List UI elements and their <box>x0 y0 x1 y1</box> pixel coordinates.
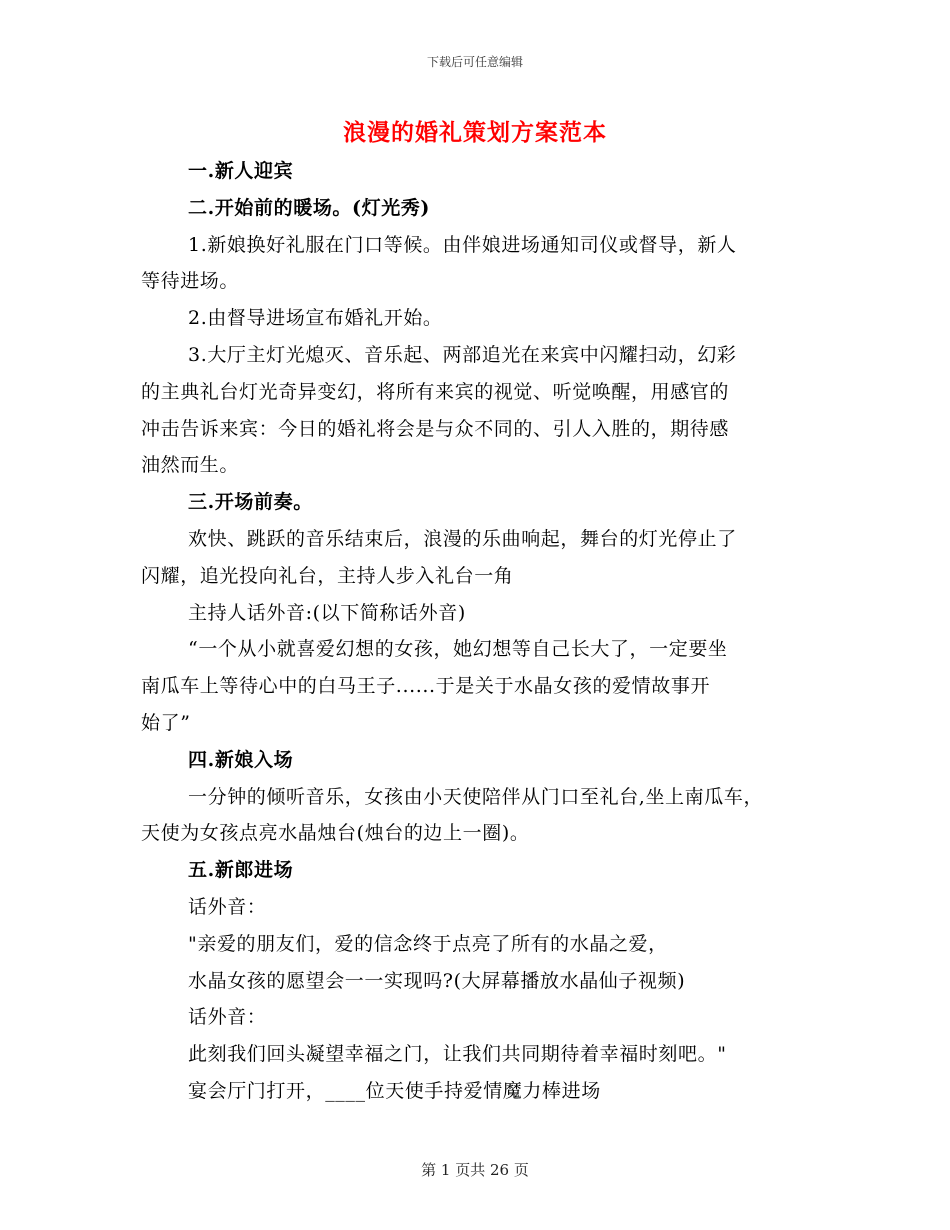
paragraph-line: 闪耀，追光投向礼台，主持人步入礼台一角 <box>141 564 514 587</box>
quote-line: 南瓜车上等待心中的白马王子......于是关于水晶女孩的爱情故事开 <box>141 675 711 698</box>
paragraph-line: 话外音： <box>188 895 267 918</box>
quote-line: “一个从小就喜爱幻想的女孩，她幻想等自己长大了，一定要坐 <box>188 638 728 661</box>
section-heading-3: 三.开场前奏。 <box>188 491 313 514</box>
quote-line: "亲爱的朋友们，爱的信念终于点亮了所有的水晶之爱， <box>188 932 668 955</box>
quote-line: 始了” <box>141 711 191 734</box>
page-footer: 第 1 页共 26 页 <box>421 1161 529 1179</box>
document-title: 浪漫的婚礼策划方案范本 <box>343 119 607 146</box>
paragraph-line: 2.由督导进场宣布婚礼开始。 <box>188 307 443 330</box>
paragraph-line: 1.新娘换好礼服在门口等候。由伴娘进场通知司仪或督导，新人 <box>188 233 737 256</box>
section-heading-5: 五.新郎进场 <box>188 859 294 882</box>
paragraph-line: 油然而生。 <box>141 454 240 477</box>
document-body <box>141 153 821 1110</box>
paragraph-line: 一分钟的倾听音乐，女孩由小天使陪伴从门口至礼台,坐上南瓜车， <box>188 785 764 808</box>
paragraph-line: 等待进场。 <box>141 270 240 293</box>
section-heading-4: 四.新娘入场 <box>188 748 294 771</box>
paragraph-line: 话外音： <box>188 1006 267 1029</box>
quote-line: 水晶女孩的愿望会一一实现吗?(大屏幕播放水晶仙子视频) <box>188 969 686 992</box>
quote-line: 此刻我们回头凝望幸福之门，让我们共同期待着幸福时刻吧。" <box>188 1043 727 1066</box>
paragraph-line: 主持人话外音:(以下简称话外音) <box>188 601 466 624</box>
paragraph-line: 天使为女孩点亮水晶烛台(烛台的边上一圈)。 <box>141 822 530 845</box>
paragraph-line: 的主典礼台灯光奇异变幻，将所有来宾的视觉、听觉唤醒，用感官的 <box>141 380 730 403</box>
paragraph-line: 3.大厅主灯光熄灭、音乐起、两部追光在来宾中闪耀扫动，幻彩 <box>188 343 737 366</box>
paragraph-line: 宴会厅门打开，____位天使手持爱情魔力棒进场 <box>188 1079 601 1102</box>
paragraph-line: 欢快、跳跃的音乐结束后，浪漫的乐曲响起，舞台的灯光停止了 <box>188 527 737 550</box>
section-heading-1: 一.新人迎宾 <box>188 160 294 182</box>
paragraph-line: 冲击告诉来宾：今日的婚礼将会是与众不同的、引人入胜的，期待感 <box>141 417 730 440</box>
header-note: 下载后可任意编辑 <box>426 55 523 69</box>
section-heading-2: 二.开始前的暖场。(灯光秀) <box>188 196 430 219</box>
